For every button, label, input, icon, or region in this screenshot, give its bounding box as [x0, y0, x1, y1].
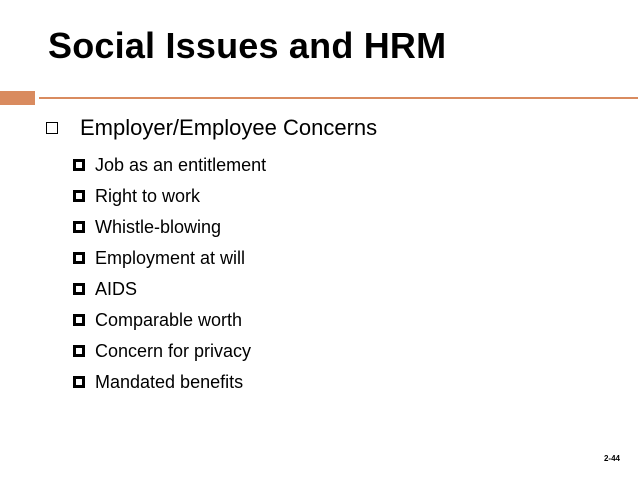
sub-bullet-label: Concern for privacy — [95, 340, 252, 361]
square-bullet-icon — [73, 314, 85, 326]
sub-bullet — [73, 149, 266, 180]
square-bullet-icon — [73, 345, 85, 357]
sub-bullet-label: AIDS — [95, 278, 138, 299]
sub-bullet-label: Comparable worth — [95, 309, 243, 330]
sub-bullet — [73, 242, 266, 273]
sub-bullet — [73, 180, 266, 211]
sub-bullet — [73, 335, 266, 366]
slide-title: Social Issues and HRM — [48, 25, 447, 66]
sub-bullet-label: Employment at will — [95, 247, 246, 268]
sub-bullet-list — [73, 149, 266, 397]
main-bullet-label: Employer/Employee Concerns — [80, 115, 378, 140]
sub-bullet-label: Job as an entitlement — [95, 154, 267, 175]
square-bullet-icon — [73, 159, 85, 171]
sub-bullet-label: Whistle-blowing — [95, 216, 222, 237]
title-rule-line — [39, 97, 638, 99]
title-rule-accent — [0, 91, 35, 105]
square-bullet-icon — [73, 376, 85, 388]
square-bullet-icon — [73, 190, 85, 202]
main-bullet — [46, 117, 377, 139]
sub-bullet — [73, 273, 266, 304]
square-bullet-icon — [73, 283, 85, 295]
square-bullet-icon — [73, 221, 85, 233]
sub-bullet — [73, 304, 266, 335]
slide-number: 2-44 — [603, 454, 620, 463]
sub-bullet-label: Right to work — [95, 185, 201, 206]
sub-bullet-label: Mandated benefits — [95, 371, 244, 392]
square-bullet-icon — [73, 252, 85, 264]
sub-bullet — [73, 211, 266, 242]
sub-bullet — [73, 366, 266, 397]
hollow-square-bullet-icon — [46, 122, 58, 134]
